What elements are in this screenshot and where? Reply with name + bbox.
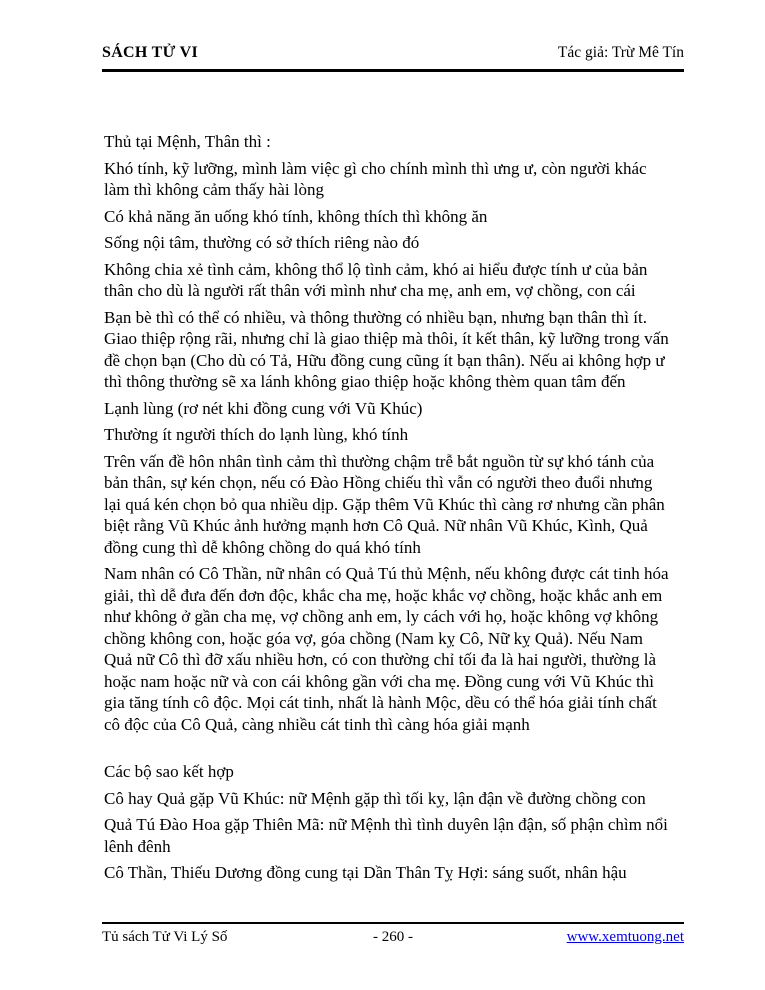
paragraph: Cô hay Quả gặp Vũ Khúc: nữ Mệnh gặp thì tối kỵ, lận đận về đường chồng con [104, 788, 646, 808]
paragraph: Cô Thần, Thiếu Dương đồng cung tại Dần Thân Tỵ Hợi: sáng suốt, nhân hậu [104, 863, 627, 882]
paragraph: Lạnh lùng (rơ nét khi đồng cung với Vũ Khúc) [104, 398, 423, 418]
footer-series-title: Tủ sách Tử Vi Lý Số [102, 929, 228, 945]
footer-page-number: - 260 - [372, 929, 413, 945]
header-book-title: SÁCH TỬ VI [102, 44, 199, 61]
section-heading: Các bộ sao kết hợp [104, 762, 234, 781]
paragraph: Có khả năng ăn uống khó tính, không thích thì không ăn [104, 206, 488, 226]
paragraph: Khó tính, kỹ lưỡng, mình làm việc gì cho chính mình thì ưng ư, còn người khác làm thì không cảm thấy hài lòng [104, 158, 647, 199]
page-footer [102, 922, 684, 946]
footer-website-link[interactable]: www.xemtuong.net [566, 929, 684, 945]
paragraph: Nam nhân có Cô Thần, nữ nhân có Quả Tú thủ Mệnh, nếu không được cát tinh hóa giải, thì dễ đưa đến đơn độc, khắc cha mẹ, hoặc khắc vợ chồng, hoặc khắc anh em như không ở gần cha mẹ, vợ chồng anh em, ly cách với họ, hoặc không vợ không chồng không con, hoặc góa vợ, góa chồng (Nam kỵ Cô, Nữ kỵ Quả). Nếu Nam Quả nữ Cô thì đỡ xấu nhiều hơn, có con thường chỉ tối đa là hai người, thường là hoặc nam hoặc nữ và con cái không gần với cha mẹ. Đồng cung với Vũ Khúc thì gia tăng tính cô độc. Mọi cát tinh, nhất là hành Mộc, dều có thể hóa giải tính chất cô độc của Cô Quả, càng nhiều cát tinh thì càng hóa giải mạnh [104, 564, 669, 734]
paragraph: Quả Tú Đào Hoa gặp Thiên Mã: nữ Mệnh thì tình duyên lận đận, số phận chìm nổi lênh đênh [104, 815, 668, 856]
paragraph: Trên vấn đề hôn nhân tình cảm thì thường chậm trễ bắt nguồn từ sự khó tánh của bản thân, sự kén chọn, nếu có Đào Hồng chiếu thì vẫn có người theo đuổi nhưng lại quá kén chọn bỏ qua nhiều dịp. Gặp thêm Vũ Khúc thì càng rơ nhưng cần phân biệt rằng Vũ Khúc ảnh hưởng mạnh hơn Cô Quả. Nữ nhân Vũ Khúc, Kình, Quả đồng cung thì dễ không chồng do quá khó tính [104, 451, 665, 557]
paragraph: Không chia xẻ tình cảm, không thổ lộ tình cảm, khó ai hiểu được tính ư của bản thân cho dù là người rất thân với mình như cha mẹ, anh em, vợ chồng, con cái [104, 259, 648, 300]
page-header [102, 44, 684, 72]
header-author-credit: Tác giả: Trừ Mê Tín [557, 44, 684, 61]
document-body [104, 131, 670, 889]
paragraph: Thủ tại Mệnh, Thân thì : [104, 132, 271, 151]
paragraph: Thường ít người thích do lạnh lùng, khó tính [104, 425, 409, 444]
paragraph: Sống nội tâm, thường có sở thích riêng nào đó [104, 233, 420, 252]
paragraph: Bạn bè thì có thể có nhiều, và thông thường có nhiều bạn, nhưng bạn thân thì ít. Giao thiệp rộng rãi, nhưng chỉ là giao thiệp mà thôi, ít kết thân, kỹ lưỡng trong vấn đề chọn bạn (Cho dù có Tả, Hữu đồng cung cũng ít bạn thân). Nếu ai không hợp ư thì thông thường sẽ xa lánh không giao thiệp hoặc không thèm quan tâm đến [104, 307, 669, 391]
